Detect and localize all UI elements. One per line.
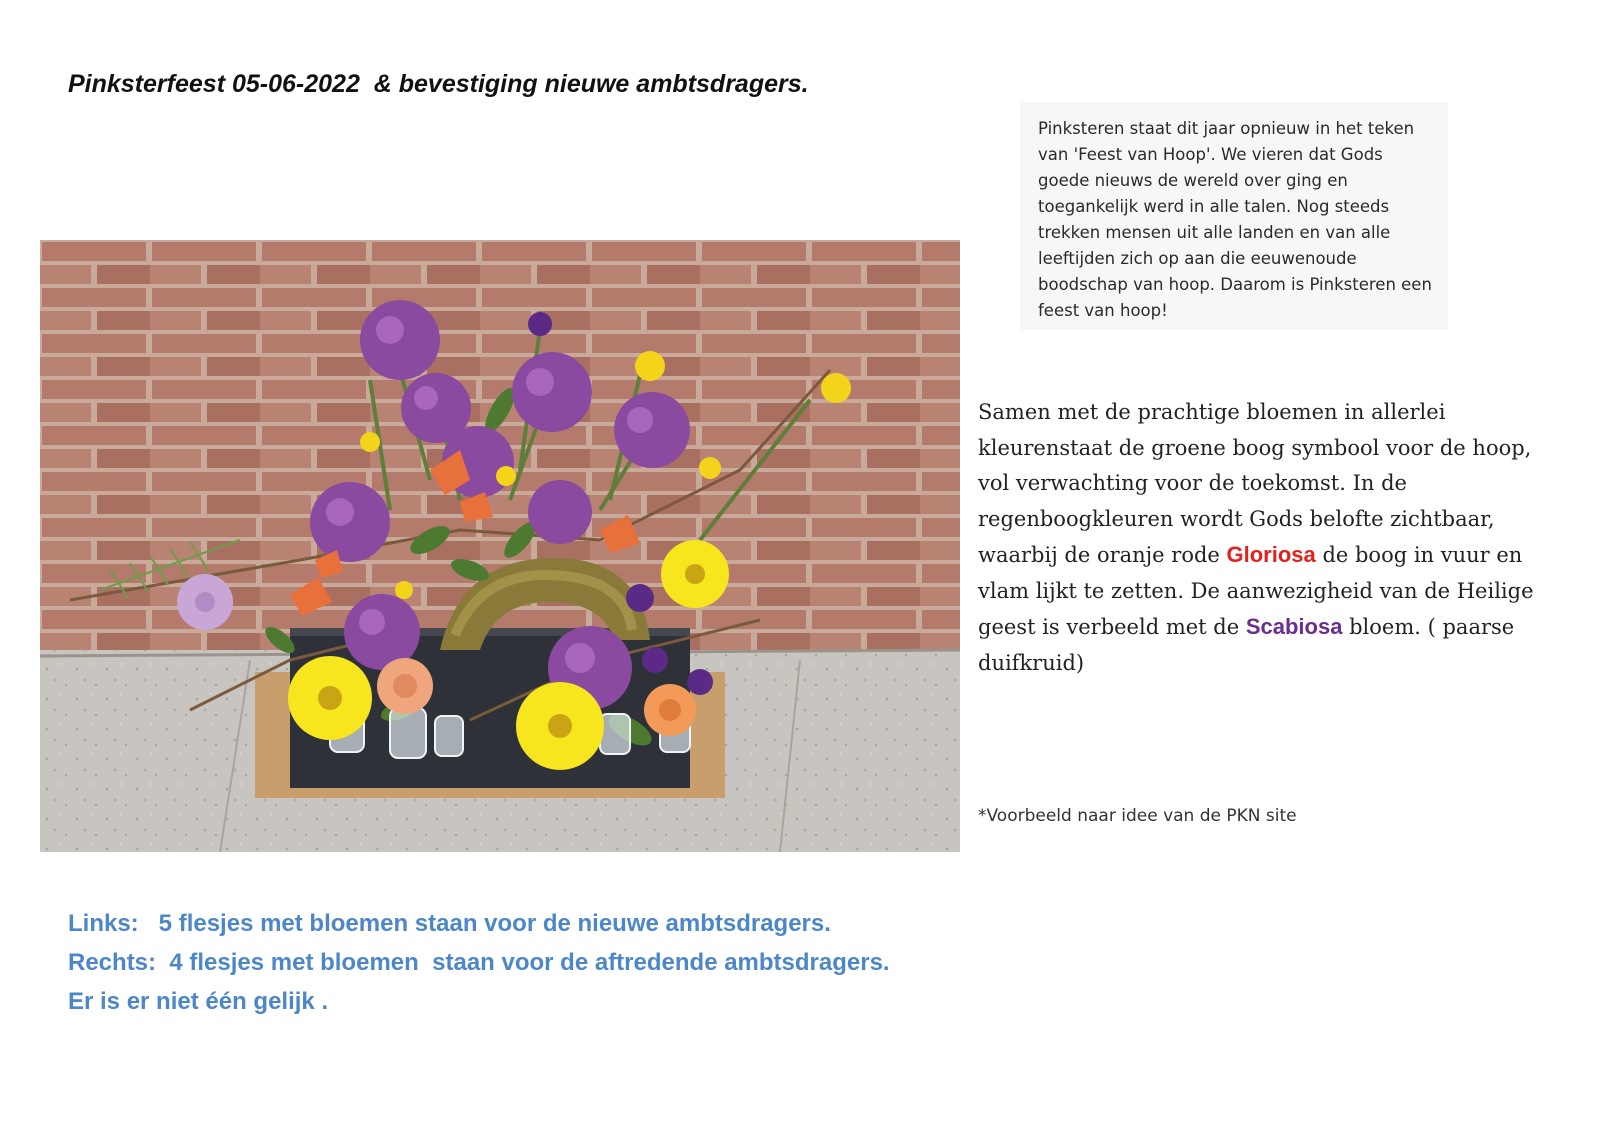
quote-text: Pinksteren staat dit jaar opnieuw in het teken van 'Feest van Hoop'. We vieren dat Gods goede nieuws de wereld over ging en toegankelijk werd in alle talen. Nog steeds trekken mensen uit alle landen en van alle leeftijden zich op aan die eeuwenoude boodschap van hoop. Daarom is Pinksteren een feest van hoop! bbox=[1038, 119, 1432, 320]
bottom-notes bbox=[68, 904, 890, 1021]
description-part-2: de boog in vuur en vlam lijkt te zetten. De aanwezigheid van de Heilige geest is verbeeld met de bbox=[978, 543, 1534, 639]
page-title: Pinksterfeest 05-06-2022 & bevestiging nieuwe ambtsdragers. bbox=[68, 70, 809, 98]
note-line-unique: Er is er niet één gelijk . bbox=[68, 988, 329, 1015]
description-part-3: bloem. ( paarse duifkruid) bbox=[978, 615, 1515, 675]
description-text bbox=[978, 395, 1568, 681]
scabiosa-highlight: Scabiosa bbox=[1245, 614, 1343, 639]
description-part-1: Samen met de prachtige bloemen in allerlei kleurenstaat de groene boog symbool voor de hoop, vol verwachting voor de toekomst. In de regenboogkleuren wordt Gods belofte zichtbaar, waarbij de oranje rode bbox=[978, 400, 1532, 567]
note-line-left: Links: 5 flesjes met bloemen staan voor de nieuwe ambtsdragers. bbox=[68, 910, 831, 937]
flower-arrangement-photo bbox=[40, 240, 960, 852]
note-line-right: Rechts: 4 flesjes met bloemen staan voor de aftredende ambtsdragers. bbox=[68, 949, 890, 976]
gloriosa-highlight: Gloriosa bbox=[1226, 542, 1316, 567]
source-footnote: *Voorbeeld naar idee van de PKN site bbox=[978, 806, 1297, 826]
photo-illustration bbox=[40, 240, 960, 852]
quote-box bbox=[1020, 102, 1448, 330]
